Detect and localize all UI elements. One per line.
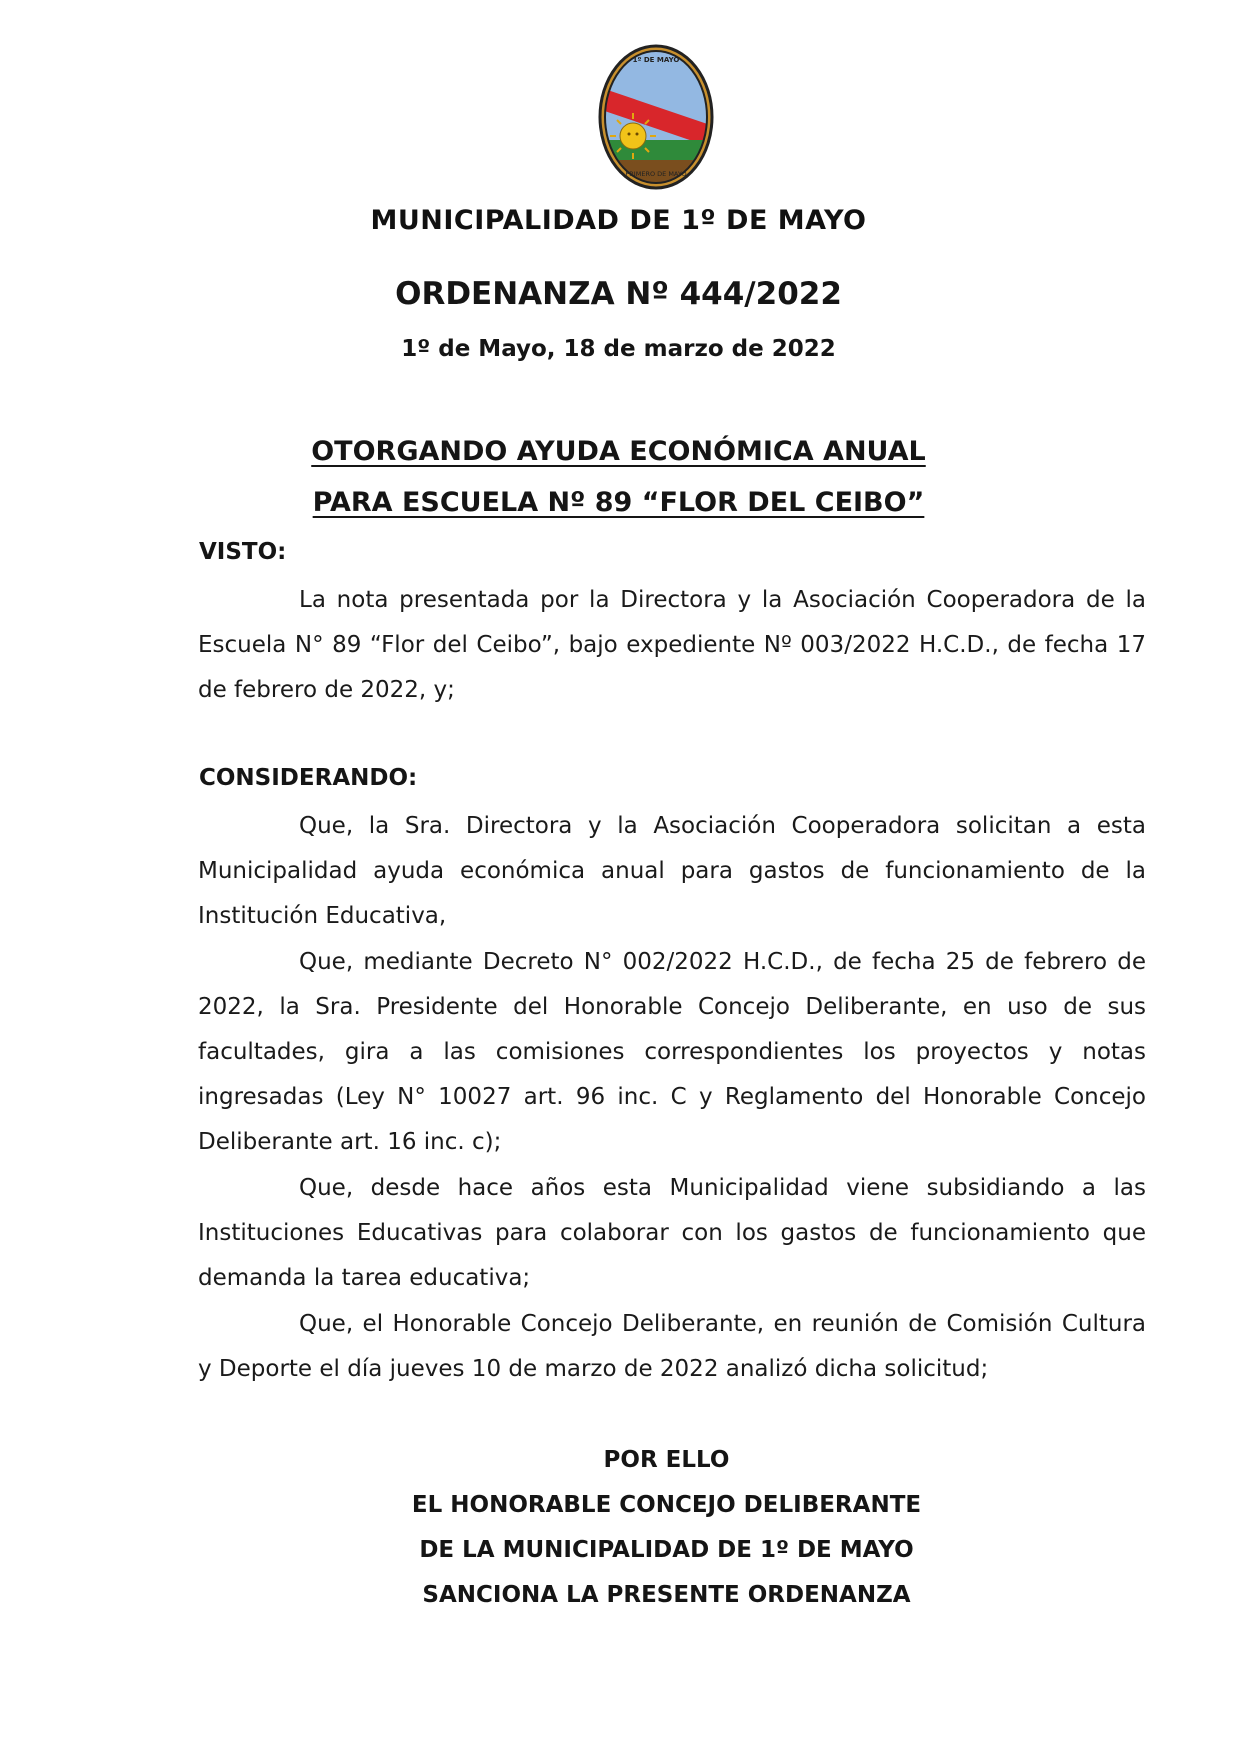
- closing-line-3: DE LA MUNICIPALIDAD DE 1º DE MAYO: [419, 1537, 914, 1563]
- considerando-heading: CONSIDERANDO:: [199, 765, 418, 791]
- place-date: 1º de Mayo, 18 de marzo de 2022: [401, 336, 836, 362]
- considerando-paragraph-2: Que, mediante Decreto N° 002/2022 H.C.D., de fecha 25 de febrero de 2022, la Sra. Presidente del Honorable Concejo Deliberante, en uso de sus facultades, gira a las comisiones correspondientes los proyectos y notas ingresadas (Ley N° 10027 art. 96 inc. C y Reglamento del Honorable Concejo Deliberante art. 16 inc. c);: [198, 949, 1146, 1155]
- considerando-paragraph-1: Que, la Sra. Directora y la Asociación Cooperadora solicitan a esta Municipalidad ayuda económica anual para gastos de funcionamiento de la Institución Educativa,: [198, 813, 1146, 929]
- seal-bottom-text: PRIMERO DE MAYO: [625, 170, 687, 178]
- closing-line-4: SANCIONA LA PRESENTE ORDENANZA: [422, 1582, 911, 1608]
- closing-line-2: EL HONORABLE CONCEJO DELIBERANTE: [411, 1492, 922, 1518]
- seal-top-text: 1º DE MAYO: [632, 56, 680, 64]
- municipality-title: MUNICIPALIDAD DE 1º DE MAYO: [370, 205, 867, 236]
- ordinance-number: ORDENANZA Nº 444/2022: [395, 276, 842, 312]
- subject-line-1: OTORGANDO AYUDA ECONÓMICA ANUAL: [311, 436, 926, 467]
- visto-paragraph: La nota presentada por la Directora y la Asociación Cooperadora de la Escuela N° 89 “Flor del Ceibo”, bajo expediente Nº 003/2022 H.C.D., de fecha 17 de febrero de 2022, y;: [198, 587, 1146, 703]
- considerando-paragraph-3: Que, desde hace años esta Municipalidad viene subsidiando a las Instituciones Educativas para colaborar con los gastos de funcionamiento que demanda la tarea educativa;: [198, 1175, 1146, 1291]
- municipal-seal-logo: [593, 40, 719, 190]
- subject-line-2: PARA ESCUELA Nº 89 “FLOR DEL CEIBO”: [312, 487, 925, 518]
- visto-heading: VISTO:: [199, 539, 287, 565]
- closing-line-1: POR ELLO: [603, 1447, 730, 1473]
- considerando-paragraph-4: Que, el Honorable Concejo Deliberante, en reunión de Comisión Cultura y Deporte el día jueves 10 de marzo de 2022 analizó dicha solicitud;: [198, 1311, 1146, 1382]
